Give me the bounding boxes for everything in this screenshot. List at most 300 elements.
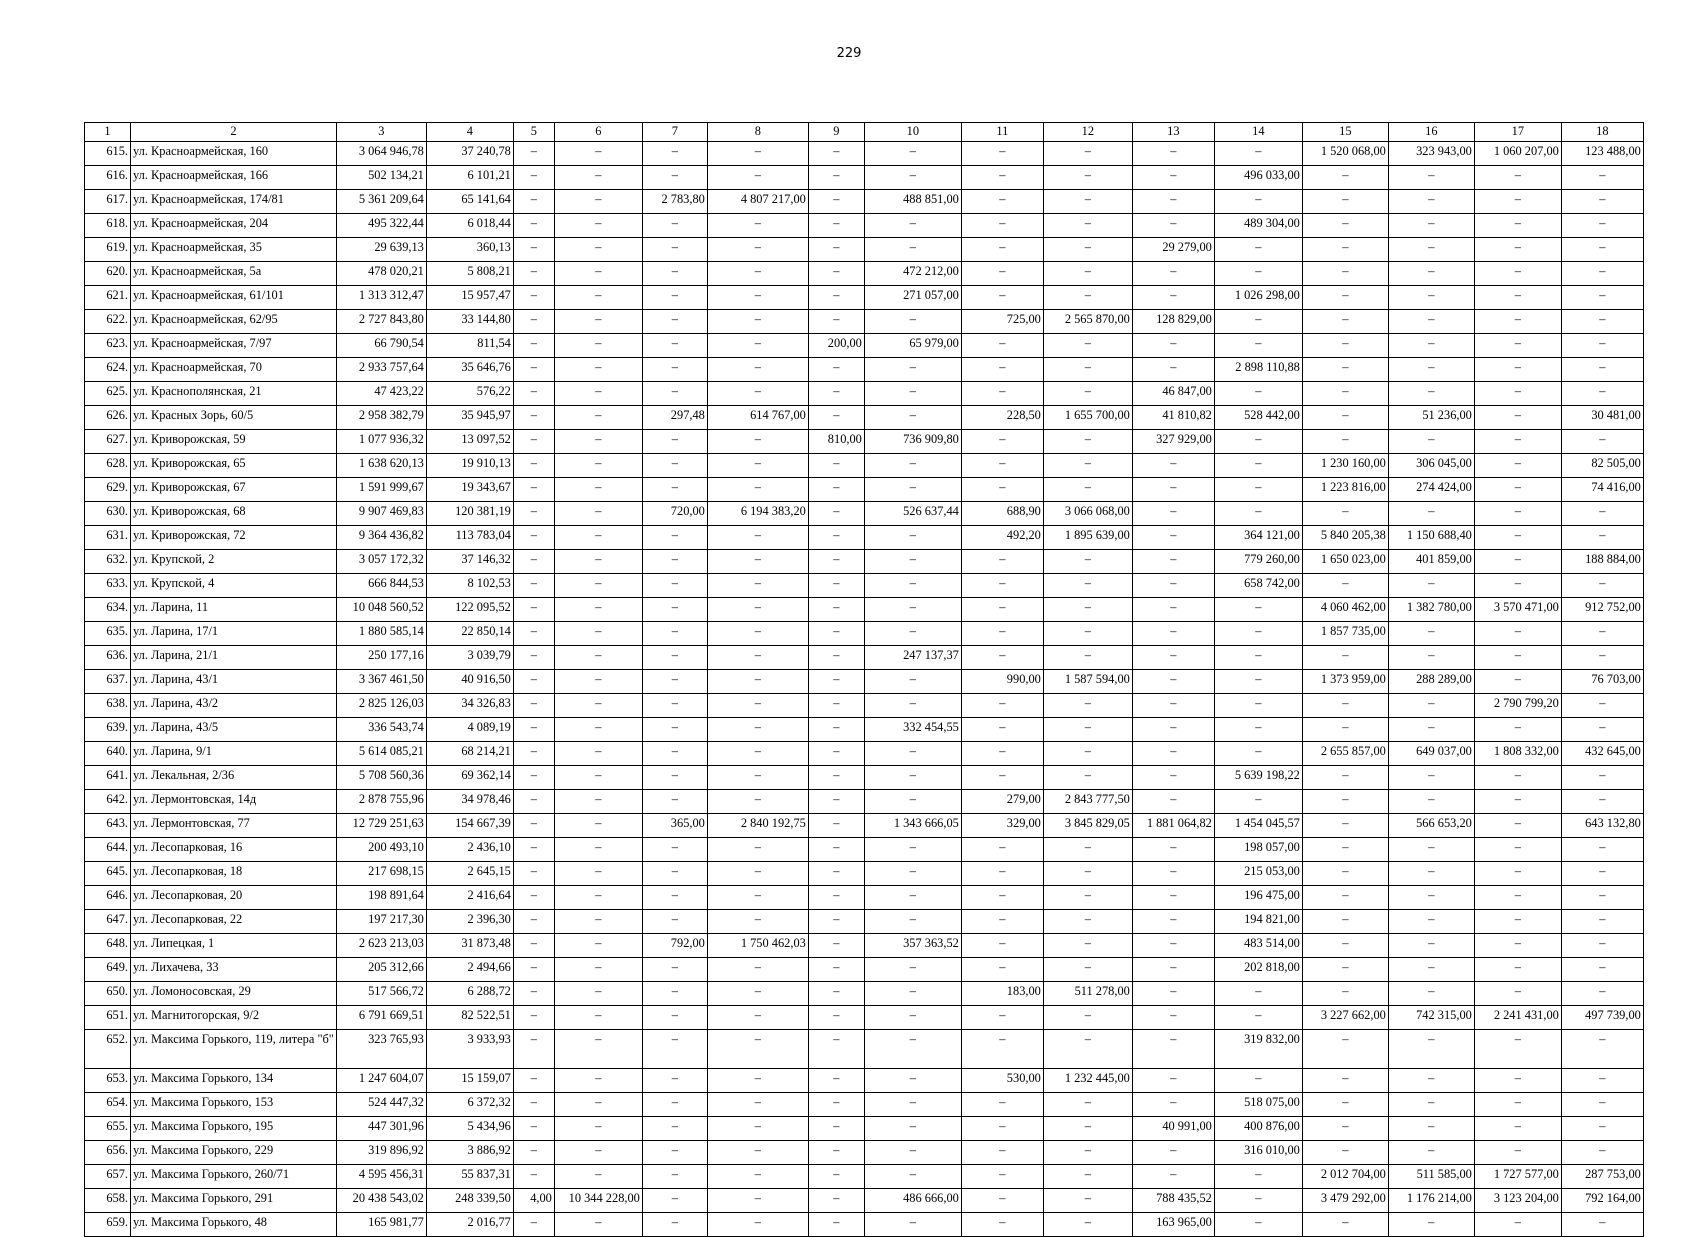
value-cell: – [1132,862,1214,886]
value-cell: – [1043,646,1132,670]
value-cell: – [707,886,808,910]
value-cell: – [961,430,1043,454]
value-cell: 288 289,00 [1388,670,1474,694]
row-number-cell: 651. [85,1006,131,1030]
value-cell: 198 891,64 [336,886,426,910]
value-cell: – [1474,574,1561,598]
value-cell: – [513,742,554,766]
value-cell: 194 821,00 [1214,910,1302,934]
row-number-cell: 630. [85,502,131,526]
value-cell: 2 825 126,03 [336,694,426,718]
value-cell: – [961,286,1043,310]
value-cell: – [1043,862,1132,886]
value-cell: – [1388,502,1474,526]
value-cell: 5 361 209,64 [336,190,426,214]
value-cell: – [1561,190,1643,214]
value-cell: – [1043,838,1132,862]
table-row [85,1030,1644,1069]
value-cell: – [1561,886,1643,910]
value-cell: 200 493,10 [336,838,426,862]
table-row [85,382,1644,406]
value-cell: – [1043,1006,1132,1030]
address-cell: ул. Криворожская, 68 [131,502,337,526]
value-cell: – [1214,1189,1302,1213]
value-cell: 360,13 [426,238,513,262]
value-cell: – [1561,622,1643,646]
value-cell: 666 844,53 [336,574,426,598]
value-cell: – [1561,1093,1643,1117]
value-cell: – [864,790,961,814]
value-cell: – [513,262,554,286]
value-cell: – [1388,166,1474,190]
value-cell: 788 435,52 [1132,1189,1214,1213]
value-cell: – [1043,622,1132,646]
value-cell: – [1302,1093,1388,1117]
value-cell: – [554,598,642,622]
value-cell: 217 698,15 [336,862,426,886]
value-cell: – [961,214,1043,238]
value-cell: – [1214,718,1302,742]
value-cell: – [554,1030,642,1069]
value-cell: 365,00 [642,814,707,838]
value-cell: – [554,862,642,886]
value-cell: 1 750 462,03 [707,934,808,958]
value-cell: – [707,1030,808,1069]
value-cell: – [1474,814,1561,838]
value-cell: – [642,670,707,694]
value-cell: – [1132,358,1214,382]
value-cell: – [642,1117,707,1141]
row-number-cell: 653. [85,1069,131,1093]
address-cell: ул. Красноармейская, 62/95 [131,310,337,334]
value-cell: – [1132,1006,1214,1030]
value-cell: – [1302,718,1388,742]
value-cell: – [864,670,961,694]
table-row [85,478,1644,502]
value-cell: – [808,622,864,646]
table-row [85,694,1644,718]
value-cell: – [961,910,1043,934]
value-cell: 3 123 204,00 [1474,1189,1561,1213]
table-row [85,1069,1644,1093]
value-cell: – [1561,790,1643,814]
value-cell: 810,00 [808,430,864,454]
value-cell: 271 057,00 [864,286,961,310]
value-cell: 76 703,00 [1561,670,1643,694]
row-number-cell: 659. [85,1213,131,1237]
value-cell: – [864,694,961,718]
value-cell: 327 929,00 [1132,430,1214,454]
value-cell: – [1561,310,1643,334]
value-cell: – [642,862,707,886]
value-cell: – [808,838,864,862]
value-cell: – [1561,358,1643,382]
value-cell: – [513,1141,554,1165]
value-cell: 2 565 870,00 [1043,310,1132,334]
value-cell: 323 943,00 [1388,142,1474,166]
column-header: 16 [1388,123,1474,142]
value-cell: – [1043,142,1132,166]
value-cell: – [1474,934,1561,958]
value-cell: 496 033,00 [1214,166,1302,190]
value-cell: – [642,166,707,190]
value-cell: 128 829,00 [1132,310,1214,334]
column-header: 2 [131,123,337,142]
value-cell: – [1214,238,1302,262]
value-cell: – [707,598,808,622]
value-cell: – [513,1006,554,1030]
row-number-cell: 619. [85,238,131,262]
value-cell: 1 650 023,00 [1302,550,1388,574]
value-cell: – [1302,814,1388,838]
value-cell: – [513,766,554,790]
value-cell: – [1388,358,1474,382]
value-cell: – [1214,646,1302,670]
value-cell: – [864,550,961,574]
value-cell: – [554,814,642,838]
value-cell: – [1474,646,1561,670]
value-cell: 215 053,00 [1214,862,1302,886]
value-cell: – [1043,694,1132,718]
value-cell: – [513,478,554,502]
value-cell: – [1214,622,1302,646]
value-cell: – [554,382,642,406]
value-cell: – [554,910,642,934]
table-row [85,670,1644,694]
value-cell: 447 301,96 [336,1117,426,1141]
value-cell: – [1302,1117,1388,1141]
value-cell: – [1132,598,1214,622]
value-cell: – [642,262,707,286]
value-cell: – [1132,454,1214,478]
value-cell: – [1043,1213,1132,1237]
value-cell: – [1388,1069,1474,1093]
value-cell: – [1388,1213,1474,1237]
value-cell: – [1132,1141,1214,1165]
value-cell: – [1561,262,1643,286]
value-cell: – [1043,262,1132,286]
table-row [85,934,1644,958]
value-cell: – [513,1213,554,1237]
table-row [85,238,1644,262]
value-cell: 511 585,00 [1388,1165,1474,1189]
value-cell: – [642,430,707,454]
value-cell: – [1132,1093,1214,1117]
value-cell: – [1043,214,1132,238]
value-cell: 40 916,50 [426,670,513,694]
value-cell: 197 217,30 [336,910,426,934]
value-cell: – [1302,694,1388,718]
column-header: 13 [1132,123,1214,142]
value-cell: 205 312,66 [336,958,426,982]
value-cell: – [513,646,554,670]
value-cell: – [1302,574,1388,598]
value-cell: – [707,790,808,814]
value-cell: 82 505,00 [1561,454,1643,478]
value-cell: – [642,838,707,862]
value-cell: – [1043,358,1132,382]
value-cell: 2 012 704,00 [1302,1165,1388,1189]
value-cell: – [707,334,808,358]
value-cell: – [1474,550,1561,574]
value-cell: – [1302,382,1388,406]
value-cell: – [1043,766,1132,790]
value-cell: – [808,190,864,214]
table-row [85,838,1644,862]
value-cell: – [554,670,642,694]
value-cell: 2 878 755,96 [336,790,426,814]
value-cell: – [808,742,864,766]
value-cell: – [642,1165,707,1189]
address-cell: ул. Криворожская, 59 [131,430,337,454]
value-cell: – [1132,718,1214,742]
value-cell: – [707,382,808,406]
address-cell: ул. Краснополянская, 21 [131,382,337,406]
value-cell: 13 097,52 [426,430,513,454]
value-cell: – [961,574,1043,598]
value-cell: – [513,1069,554,1093]
value-cell: 530,00 [961,1069,1043,1093]
value-cell: – [1561,1213,1643,1237]
column-header: 5 [513,123,554,142]
value-cell: – [513,790,554,814]
value-cell: – [1474,862,1561,886]
address-cell: ул. Ларина, 43/1 [131,670,337,694]
value-cell: – [1561,862,1643,886]
value-cell: – [1561,334,1643,358]
row-number-cell: 655. [85,1117,131,1141]
value-cell: 2 898 110,88 [1214,358,1302,382]
value-cell: – [961,1006,1043,1030]
value-cell: 489 304,00 [1214,214,1302,238]
value-cell: – [808,1117,864,1141]
table-row [85,1093,1644,1117]
value-cell: – [707,214,808,238]
value-cell: – [1474,526,1561,550]
value-cell: 742 315,00 [1388,1006,1474,1030]
value-cell: – [1474,334,1561,358]
value-cell: – [554,790,642,814]
row-number-cell: 642. [85,790,131,814]
value-cell: 4 807 217,00 [707,190,808,214]
table-row [85,862,1644,886]
column-header: 18 [1561,123,1643,142]
value-cell: 401 859,00 [1388,550,1474,574]
value-cell: 65 979,00 [864,334,961,358]
row-number-cell: 620. [85,262,131,286]
value-cell: – [1561,1141,1643,1165]
value-cell: 492,20 [961,526,1043,550]
value-cell: – [1132,1165,1214,1189]
table-row [85,166,1644,190]
value-cell: – [642,790,707,814]
value-cell: – [513,214,554,238]
address-cell: ул. Ларина, 11 [131,598,337,622]
value-cell: – [1132,838,1214,862]
value-cell: – [864,1093,961,1117]
value-cell: – [513,166,554,190]
value-cell: 511 278,00 [1043,982,1132,1006]
table-row [85,1117,1644,1141]
value-cell: – [864,406,961,430]
value-cell: – [1388,766,1474,790]
value-cell: – [1043,550,1132,574]
value-cell: 113 783,04 [426,526,513,550]
value-cell: – [1132,502,1214,526]
value-cell: – [513,598,554,622]
value-cell: – [642,742,707,766]
address-cell: ул. Ларина, 9/1 [131,742,337,766]
value-cell: 792,00 [642,934,707,958]
value-cell: 6 018,44 [426,214,513,238]
address-cell: ул. Красноармейская, 174/81 [131,190,337,214]
value-cell: – [1214,382,1302,406]
value-cell: – [864,766,961,790]
value-cell: – [1132,886,1214,910]
value-cell: – [808,1030,864,1069]
address-cost-table [84,122,1644,1237]
value-cell: – [1561,910,1643,934]
value-cell: – [513,430,554,454]
value-cell: – [808,286,864,310]
value-cell: – [808,406,864,430]
page-number: 229 [836,46,862,61]
column-header: 6 [554,123,642,142]
value-cell: – [1302,1141,1388,1165]
table-row [85,430,1644,454]
value-cell: – [513,1117,554,1141]
value-cell: – [961,622,1043,646]
value-cell: – [808,310,864,334]
value-cell: – [1043,334,1132,358]
value-cell: 37 146,32 [426,550,513,574]
value-cell: – [808,502,864,526]
row-number-cell: 632. [85,550,131,574]
value-cell: – [707,550,808,574]
value-cell: – [707,430,808,454]
value-cell: – [1214,1165,1302,1189]
value-cell: – [1043,718,1132,742]
address-cell: ул. Криворожская, 72 [131,526,337,550]
value-cell: – [1474,406,1561,430]
value-cell: – [1561,838,1643,862]
value-cell: – [554,1006,642,1030]
value-cell: – [1214,1006,1302,1030]
table-row [85,982,1644,1006]
address-cell: ул. Красноармейская, 35 [131,238,337,262]
value-cell: 41 810,82 [1132,406,1214,430]
value-cell: – [707,574,808,598]
value-cell: – [961,598,1043,622]
value-cell: – [961,358,1043,382]
value-cell: – [1561,766,1643,790]
value-cell: 5 639 198,22 [1214,766,1302,790]
value-cell: 1 060 207,00 [1474,142,1561,166]
value-cell: – [642,718,707,742]
value-cell: – [554,766,642,790]
value-cell: – [554,958,642,982]
value-cell: 329,00 [961,814,1043,838]
value-cell: – [961,478,1043,502]
value-cell: – [961,1213,1043,1237]
value-cell: – [1302,982,1388,1006]
table-row [85,1189,1644,1213]
value-cell: – [808,1189,864,1213]
value-cell: 357 363,52 [864,934,961,958]
table-row [85,454,1644,478]
value-cell: 33 144,80 [426,310,513,334]
value-cell: – [707,1069,808,1093]
value-cell: – [808,1093,864,1117]
value-cell: – [642,766,707,790]
value-cell: – [1474,190,1561,214]
row-number-cell: 628. [85,454,131,478]
value-cell: 8 102,53 [426,574,513,598]
value-cell: – [1132,694,1214,718]
value-cell: – [864,166,961,190]
value-cell: – [1388,910,1474,934]
value-cell: – [707,982,808,1006]
value-cell: – [864,1213,961,1237]
value-cell: – [1132,142,1214,166]
value-cell: – [864,598,961,622]
value-cell: – [513,1030,554,1069]
value-cell: – [808,166,864,190]
value-cell: – [961,1189,1043,1213]
value-cell: – [554,142,642,166]
value-cell: 20 438 543,02 [336,1189,426,1213]
value-cell: – [554,1165,642,1189]
value-cell: – [961,718,1043,742]
value-cell: – [808,574,864,598]
value-cell: – [961,262,1043,286]
table-row [85,1165,1644,1189]
value-cell: – [1474,718,1561,742]
value-cell: 5 708 560,36 [336,766,426,790]
value-cell: – [1043,190,1132,214]
value-cell: 319 832,00 [1214,1030,1302,1069]
value-cell: 19 343,67 [426,478,513,502]
table-row [85,1006,1644,1030]
value-cell: – [808,262,864,286]
value-cell: 2 494,66 [426,958,513,982]
value-cell: – [513,406,554,430]
value-cell: – [864,1069,961,1093]
row-number-cell: 621. [85,286,131,310]
value-cell: – [1474,358,1561,382]
value-cell: 502 134,21 [336,166,426,190]
table-row [85,958,1644,982]
value-cell: 2 645,15 [426,862,513,886]
value-cell: – [808,526,864,550]
value-cell: – [864,238,961,262]
value-cell: – [1474,1093,1561,1117]
value-cell: 55 837,31 [426,1165,513,1189]
address-cell: ул. Лесопарковая, 22 [131,910,337,934]
table-row [85,526,1644,550]
value-cell: 1 247 604,07 [336,1069,426,1093]
value-cell: – [707,142,808,166]
value-cell: 6 101,21 [426,166,513,190]
row-number-cell: 649. [85,958,131,982]
value-cell: – [707,1141,808,1165]
value-cell: 1 454 045,57 [1214,814,1302,838]
value-cell: – [554,886,642,910]
value-cell: – [1214,190,1302,214]
value-cell: – [808,790,864,814]
value-cell: 2 843 777,50 [1043,790,1132,814]
value-cell: – [961,1030,1043,1069]
